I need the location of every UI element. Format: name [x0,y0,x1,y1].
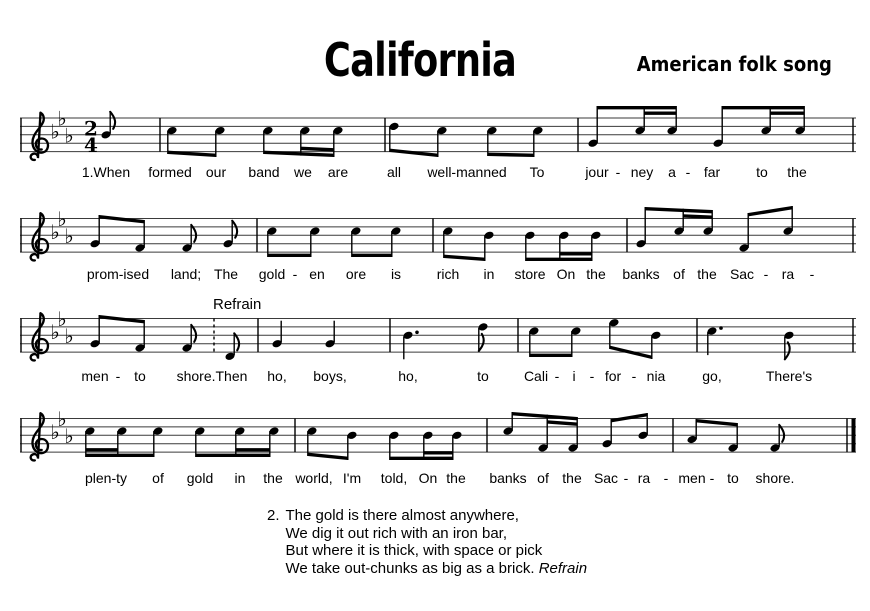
lyric-syllable: shore. [755,470,795,486]
lyric-syllable: plen-ty [84,470,128,486]
verse-2 [267,507,587,577]
staff-system-4 [20,407,856,460]
flat-sign-icon: ♭ [57,207,67,232]
lyric-syllable: to [756,164,768,180]
flat-sign-icon: ♭ [50,219,60,244]
verse-line: We take out-chunks as big as a brick. Refrain [285,559,588,577]
treble-clef-icon [31,113,48,160]
lyric-syllable: - [663,470,669,486]
lyric-syllable: Sac [593,470,619,486]
lyric-syllable: land; [170,266,202,282]
lyric-syllable: There's [765,368,813,384]
flat-sign-icon: ♭ [50,319,60,344]
flat-sign-icon: ♭ [57,307,67,332]
lyric-syllable: ney [630,164,654,180]
lyric-syllable: well-manned [427,164,507,180]
lyric-syllable: our [205,164,227,180]
lyric-syllable: told, [380,470,408,486]
flat-sign-icon: ♭ [50,419,60,444]
lyric-syllable: formed [148,164,192,180]
refrain-label: Refrain [213,296,262,313]
lyric-syllable: - [554,368,560,384]
lyric-syllable: men [678,470,706,486]
lyric-syllable: store [514,266,546,282]
lyric-syllable: - [115,368,121,384]
lyric-syllable: we [294,164,312,180]
lyric-syllable: - [623,470,629,486]
lyric-syllable: rich [436,266,460,282]
lyric-syllable: - [631,368,637,384]
lyric-syllable: are [327,164,349,180]
flat-sign-icon: ♭ [57,106,67,131]
flat-sign-icon: ♭ [57,407,67,432]
lyrics-line-1 [0,164,870,182]
lyric-syllable: gold [186,470,214,486]
lyric-syllable: a [668,164,676,180]
attribution: American folk song [636,52,832,76]
lyric-syllable: en [309,266,325,282]
lyric-syllable: - [589,368,595,384]
verse-lines [286,507,588,577]
lyrics-line-2 [0,266,870,284]
treble-clef-icon [31,213,48,260]
final-barline [852,419,856,453]
lyric-syllable: nia [646,368,666,384]
staff-system-2 [20,206,856,261]
lyric-syllable: 1.When [81,164,131,180]
lyric-syllable: prom-ised [86,266,150,282]
lyric-syllable: world, [295,470,333,486]
lyric-syllable: of [152,470,164,486]
flat-sign-icon: ♭ [64,324,74,348]
lyric-syllable: To [529,164,545,180]
lyric-syllable: gold [258,266,286,282]
lyric-syllable: of [673,266,685,282]
lyric-syllable: i [572,368,576,384]
lyric-syllable: in [234,470,246,486]
lyric-syllable: band [248,164,280,180]
lyric-syllable: is [390,266,402,282]
flat-sign-icon: ♭ [64,123,74,148]
lyric-syllable: ho, [398,368,418,384]
lyric-syllable: in [483,266,495,282]
lyric-syllable: jour [585,164,609,180]
staff-system-1 [20,106,856,160]
lyric-syllable: to [134,368,146,384]
lyric-syllable: to [477,368,489,384]
lyric-syllable: I'm [342,470,362,486]
lyric-syllable: the [446,470,466,486]
lyric-syllable: go, [702,368,722,384]
lyric-syllable: men [81,368,109,384]
lyric-syllable: ore [345,266,367,282]
lyric-syllable: On [556,266,576,282]
lyric-syllable: The [213,266,239,282]
lyric-syllable: the [787,164,807,180]
refrain-cue: Refrain [538,559,588,577]
time-signature-numerator: 2 [84,116,98,141]
flat-sign-icon: ♭ [64,424,74,448]
lyric-syllable: the [263,470,283,486]
lyric-syllable: to [727,470,739,486]
lyric-syllable: for [604,368,622,384]
staff-system-3 [20,307,856,361]
lyric-syllable: banks [489,470,527,486]
lyric-syllable: the [697,266,717,282]
lyric-syllable: - [292,266,298,282]
lyric-syllable: all [386,164,402,180]
treble-clef-icon [31,413,48,460]
lyric-syllable: ho, [267,368,287,384]
lyric-syllable: ra [781,266,795,282]
treble-clef-icon [31,313,48,360]
lyric-syllable: shore.Then [176,368,248,384]
lyric-syllable: the [562,470,582,486]
lyric-syllable: the [586,266,606,282]
time-signature-denominator: 4 [84,133,98,158]
lyric-syllable: boys, [313,368,347,384]
lyric-syllable: - [615,164,621,180]
lyric-syllable: - [685,164,691,180]
flat-sign-icon: ♭ [50,119,60,144]
lyric-syllable: - [763,266,769,282]
lyric-syllable: - [709,470,715,486]
flat-sign-icon: ♭ [64,224,74,248]
verse-line: The gold is there almost anywhere, [285,507,519,524]
lyric-syllable: - [809,266,815,282]
lyric-syllable: banks [622,266,660,282]
lyric-syllable: Sac [729,266,755,282]
verse-line: But where it is thick, with space or pick [285,542,543,559]
lyric-syllable: far [703,164,721,180]
lyric-syllable: On [418,470,438,486]
lyrics-line-4 [0,470,870,488]
verse-line: We dig it out rich with an iron bar, [285,524,508,542]
verse-number: 2. [267,507,280,524]
page-title: California [323,32,517,87]
lyrics-line-3 [0,368,870,386]
lyric-syllable: Cali [523,368,549,384]
lyric-syllable: of [537,470,549,486]
lyric-syllable: ra [637,470,651,486]
